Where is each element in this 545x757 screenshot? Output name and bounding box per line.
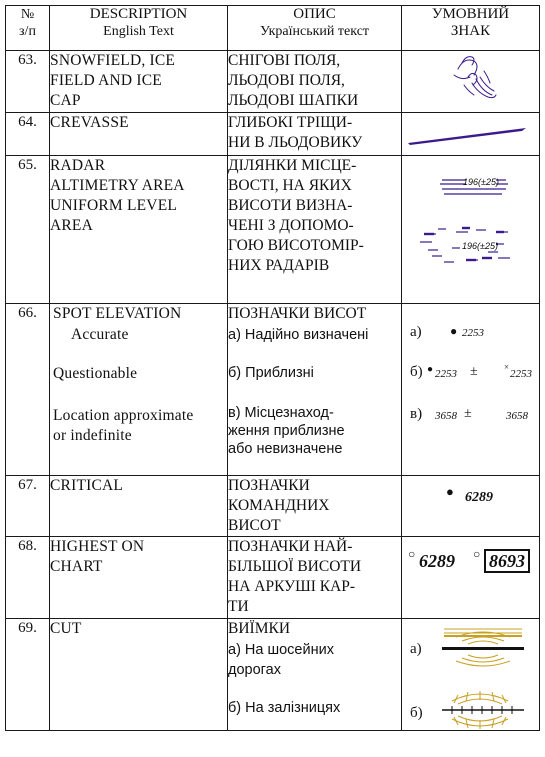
description-cell: CREVASSE bbox=[50, 113, 228, 156]
row-number: 65. bbox=[6, 156, 50, 304]
highest-value: 6289 bbox=[419, 551, 455, 571]
header-opys bbox=[228, 6, 402, 51]
symbol-cell bbox=[402, 304, 540, 476]
row-number: 69. bbox=[6, 619, 50, 731]
table-row bbox=[6, 619, 540, 731]
symbol-cell bbox=[402, 113, 540, 156]
opys-cell: СНІГОВІ ПОЛЯ, ЛЬОДОВІ ПОЛЯ, ЛЬОДОВІ ШАПКИ bbox=[228, 51, 402, 113]
road-cut-icon bbox=[438, 623, 528, 673]
description-cell: SPOT ELEVATION Accurate Questionable Location approximate or indefinite bbox=[50, 304, 228, 476]
spot-a-label: а) bbox=[410, 324, 422, 340]
radar-altimetry-area-symbol bbox=[402, 156, 538, 302]
ice-contour-icon bbox=[402, 51, 538, 111]
row-number: 64. bbox=[6, 113, 50, 156]
radar-area-label-top: 196(±25) bbox=[463, 177, 499, 187]
header-znak bbox=[402, 6, 540, 51]
table-row bbox=[6, 537, 540, 619]
table-row bbox=[6, 113, 540, 156]
symbol-cell bbox=[402, 537, 540, 619]
spot-b-value: 2253 bbox=[435, 368, 457, 380]
legend-table bbox=[5, 5, 540, 731]
highest-circle-icon: ○ bbox=[408, 547, 416, 561]
railway-cut-icon bbox=[438, 689, 528, 731]
table-row bbox=[6, 51, 540, 113]
header-number-symbol: № bbox=[20, 7, 35, 22]
symbol-cell bbox=[402, 619, 540, 731]
header-description-sub: English Text bbox=[103, 24, 174, 39]
row-number: 67. bbox=[6, 476, 50, 537]
questionable-dot-icon: ● bbox=[427, 364, 434, 375]
symbol-cell bbox=[402, 156, 540, 304]
header-description-title: DESCRIPTION bbox=[89, 6, 188, 22]
table-row bbox=[6, 304, 540, 476]
row-number: 63. bbox=[6, 51, 50, 113]
spot-b-value-2: 2253 bbox=[510, 368, 532, 380]
accurate-dot-icon: ● bbox=[450, 324, 458, 338]
spot-v-value: 3658 bbox=[435, 410, 457, 422]
opys-cell: ПОЗНАЧКИ ВИСОТ а) Надійно визначені б) Приблизні в) Місцезнаход- ження приблизне або невизначене bbox=[228, 304, 402, 476]
description-cell: RADAR ALTIMETRY AREA UNIFORM LEVEL AREA bbox=[50, 156, 228, 304]
symbol-cell bbox=[402, 51, 540, 113]
header-opys-title: ОПИС bbox=[293, 6, 336, 22]
spot-v-pm: ± bbox=[464, 406, 472, 421]
header-row bbox=[6, 6, 540, 51]
critical-dot-icon: ● bbox=[446, 484, 454, 499]
highest-boxed-value: 8693 bbox=[484, 549, 530, 573]
spot-v-value-2: 3658 bbox=[506, 410, 528, 422]
symbol-cell bbox=[402, 476, 540, 537]
header-description bbox=[50, 6, 228, 51]
approx-cross-icon: × bbox=[504, 362, 510, 372]
cut-b-label: б) bbox=[410, 705, 423, 721]
opys-cell: ВИЇМКИ а) На шосейних дорогах б) На залізницях bbox=[228, 619, 402, 731]
opys-cell: ДІЛЯНКИ МІСЦЕ- ВОСТІ, НА ЯКИХ ВИСОТИ ВИЗНА- ЧЕНІ З ДОПОМО- ГОЮ ВИСОТОМІР- НИХ РАДАРІВ bbox=[228, 156, 402, 304]
opys-cell: ПОЗНАЧКИ НАЙ- БІЛЬШОЇ ВИСОТИ НА АРКУШІ КАР- ТИ bbox=[228, 537, 402, 619]
description-cell: SNOWFIELD, ICE FIELD AND ICE CAP bbox=[50, 51, 228, 113]
spot-b-label: б) bbox=[410, 364, 423, 380]
radar-area-label-bottom: 196(±25) bbox=[462, 241, 498, 251]
critical-value: 6289 bbox=[465, 490, 493, 505]
opys-cell: ГЛИБОКІ ТРІЩИ- НИ В ЛЬОДОВИКУ bbox=[228, 113, 402, 156]
opys-cell: ПОЗНАЧКИ КОМАНДНИХ ВИСОТ bbox=[228, 476, 402, 537]
row-number: 66. bbox=[6, 304, 50, 476]
header-number-sub: з/п bbox=[19, 24, 36, 39]
header-opys-sub: Український текст bbox=[259, 24, 370, 39]
header-znak-title: УМОВНИЙ bbox=[431, 6, 510, 22]
spot-v-label: в) bbox=[410, 406, 423, 422]
cut-a-label: а) bbox=[410, 641, 422, 657]
highest-circle-icon-2: ○ bbox=[473, 547, 481, 561]
header-znak-sub: ЗНАК bbox=[450, 23, 491, 39]
spot-a-value: 2253 bbox=[462, 327, 484, 339]
header-number bbox=[6, 6, 50, 51]
spot-b-pm: ± bbox=[470, 364, 478, 379]
row-number: 68. bbox=[6, 537, 50, 619]
description-cell: CRITICAL bbox=[50, 476, 228, 537]
table-row bbox=[6, 156, 540, 304]
table-row bbox=[6, 476, 540, 537]
description-cell: HIGHEST ON CHART bbox=[50, 537, 228, 619]
description-cell: CUT bbox=[50, 619, 228, 731]
crevasse-wedge-icon bbox=[402, 113, 538, 153]
